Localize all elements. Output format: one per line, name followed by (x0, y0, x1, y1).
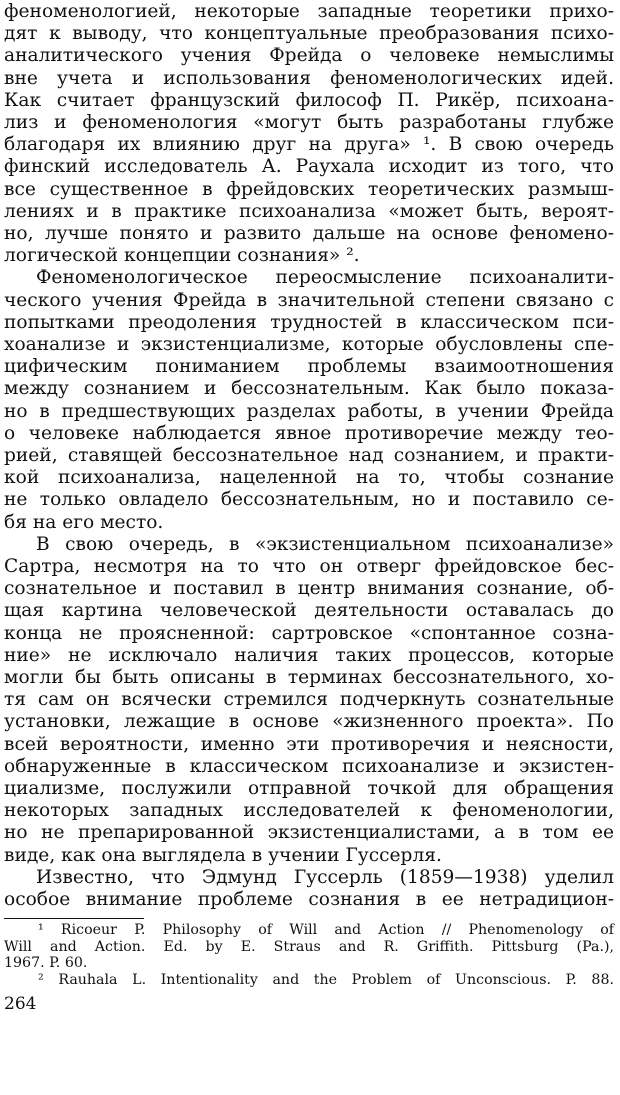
text-line: виде, как она выглядела в учении Гуссерля. (4, 844, 442, 866)
text-line: но, лучше понято и развито дальше на основе феномено- (4, 223, 614, 244)
page-number: 264 (4, 994, 37, 1015)
text-line: феноменологией, некоторые западные теоретики прихо- (4, 1, 614, 22)
paragraph-first-line: Известно, что Эдмунд Гуссерль (1859—1938) уделил (36, 866, 614, 888)
text-line: ние» не исключало наличия таких процессов, которые (4, 644, 614, 666)
text-line: но в предшествующих разделах работы, в учении Фрейда (4, 400, 614, 422)
text-line: тя сам он всячески стремился подчеркнуть сознательные (4, 689, 614, 711)
text-line: рией, ставящей бессознательное над сознанием, и практи- (4, 445, 614, 466)
text-line: но не препарированной экзистенциалистами, а в том ее (4, 822, 614, 844)
text-line: бя на его место. (4, 511, 164, 533)
text-line: лениях и в практике психоанализа «может быть, вероят- (4, 200, 614, 222)
text-line: могли бы быть описаны в терминах бессознательного, хо- (4, 667, 614, 688)
text-line: дят к выводу, что концептуальные преобразования психо- (4, 23, 614, 45)
text-line: кой психоанализа, нацеленной на то, чтобы сознание (4, 467, 614, 489)
text-line: попытками преодоления трудностей в классическом пси- (4, 311, 614, 333)
text-line: циализме, послужили отправной точкой для обращения (4, 778, 614, 799)
text-line: сознательное и поставил в центр внимания сознание, об- (4, 578, 614, 600)
text-line: лиз и феноменология «могут быть разработаны глубже (4, 112, 614, 133)
text-line: аналитического учения Фрейда о человеке немыслимы (4, 45, 614, 67)
paragraph-first-line: В свою очередь, в «экзистенциальном психоанализе» (36, 533, 614, 555)
text-line: все существенное в фрейдовских теоретических размыш- (4, 178, 614, 200)
text-line: установки, лежащие в основе «жизненного проекта». По (4, 711, 614, 733)
footnote-line: Will and Action. Ed. by E. Straus and R. Griffith. Pittsburg (Pa.), (4, 938, 614, 955)
paragraph-first-line: Феноменологическое переосмысление психоаналити- (36, 267, 614, 289)
text-line: цифическим пониманием проблемы взаимоотношения (4, 356, 614, 378)
text-line: хоанализе и экзистенциализме, которые обусловлены спе- (4, 334, 614, 355)
footnote-separator (4, 918, 144, 919)
footnote-line: ¹ Ricoeur P. Philosophy of Will and Action // Phenomenology of (38, 922, 614, 939)
text-line: благодаря их влиянию друг на друга» ¹. В свою очередь (4, 134, 614, 156)
text-line: не только овладело бессознательным, но и поставило се- (4, 489, 614, 511)
text-line: финский исследователь А. Раухала исходит из того, что (4, 156, 614, 178)
text-line: всей вероятности, именно эти противоречия и неясности, (4, 733, 614, 755)
text-line: щая картина человеческой деятельности оставалась до (4, 600, 614, 622)
text-line: Как считает французский философ П. Рикёр, психоана- (4, 89, 614, 111)
text-line: конца не проясненной: сартровское «спонтанное созна- (4, 622, 614, 644)
text-line: обнаруженные в классическом психоанализе и экзистен- (4, 755, 614, 777)
text-line: особое внимание проблеме сознания в ее нетрадицион- (4, 889, 614, 910)
text-line: о человеке наблюдается явное противоречие между тео- (4, 422, 614, 444)
text-line: ческого учения Фрейда в значительной степени связано с (4, 289, 614, 311)
text-line: Сартра, несмотря на то что он отверг фрейдовское бес- (4, 556, 614, 577)
book-page (4, 0, 614, 1095)
footnote-line: ² Rauhala L. Intentionality and the Problem of Unconscious. P. 88. (38, 971, 614, 988)
text-line: логической концепции сознания» ². (4, 245, 360, 267)
text-line: вне учета и использования феноменологических идей. (4, 67, 614, 89)
text-line: между сознанием и бессознательным. Как было показа- (4, 378, 614, 400)
text-line: некоторых западных исследователей к феноменологии, (4, 800, 614, 822)
footnote-line: 1967. P. 60. (4, 955, 88, 972)
